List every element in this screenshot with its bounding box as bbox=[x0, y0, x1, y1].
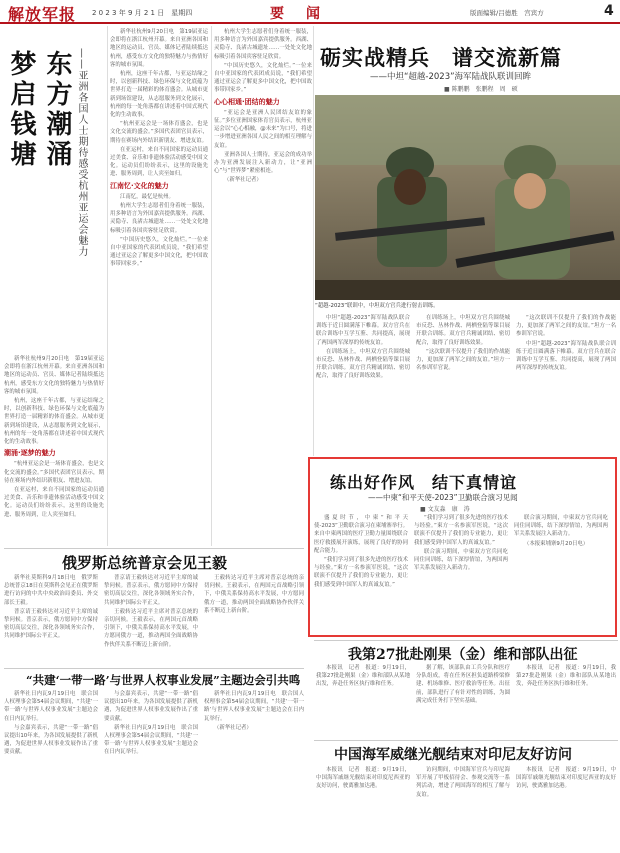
paragraph: “杭州亚运会是一场体育盛会，也是文化交流的盛会。”多国代表团官员表示，期待在赛场内外结识新朋友、增进友谊。 bbox=[110, 121, 208, 144]
paragraph: 新华社日内瓦9月19日电 联合国人权理事会第54届会议期间，“共建‘一带一路’与世界人权事业发展”主题边会在日内瓦举行。 bbox=[104, 724, 198, 756]
paragraph: 本报讯 记者 报道：9月19日，我第27批赴刚果（金）维和部队从某地出发，奔赴任务区执行维和任务。 bbox=[516, 665, 616, 688]
paragraph: 本报讯 记者 报道：9月19日，中国海军戚继光舰结束对印度尼西亚的友好访问，驶离雅加达港。 bbox=[316, 767, 410, 790]
navy-body-col2 bbox=[416, 766, 510, 848]
paragraph: 访问期间，中国海军官兵与印尼海军开展了甲板招待会、参观交流等一系列活动，增进了两国海军的相互了解与友谊。 bbox=[416, 767, 510, 798]
paragraph: 新华社日内瓦9月19日电 联合国人权理事会第54届会议期间，“共建‘一带一路’与世界人权事业发展”主题边会在日内瓦举行。 bbox=[4, 691, 98, 722]
paragraph: 新华社杭州9月20日电 第19届亚运会即将在浙江杭州开幕。来自亚洲各国和地区的运动员、官员、媒体记者陆续抵达杭州，感受东方文化的独特魅力与热情好客的城市氛围。 bbox=[110, 29, 208, 68]
section-title: 要 闻 bbox=[270, 6, 324, 22]
russia-body-col3 bbox=[204, 574, 304, 664]
paragraph: 据了解，该部队由工兵分队和医疗分队组成，将在任务区担负道路桥梁修建、机场维修、医疗救治等任务。出征前，部队进行了有针对性的训练，为圆满完成任务打下坚实基础。 bbox=[416, 665, 510, 704]
peace-unity-body-col3 bbox=[514, 514, 608, 628]
paragraph: 中坦“超越-2023”海军陆战队联合训练于近日圆满落下帷幕。双方官兵在联合训练中互学互鉴、共同提高，展现了两国两军深厚的传统友谊。 bbox=[316, 315, 410, 346]
paragraph: 在亚运村，来自不同国家的运动员通过美食、音乐和非遗体验活动感受中国文化。运动员们纷纷表示，这里的设施先进、服务周到，让人宾至如归。 bbox=[110, 146, 208, 178]
paragraph: “中国历史悠久，文化灿烂。”一位来自中亚国家的代表团成员说，“我们希望通过亚运会了解更多中国文化，把中国故事带回家乡。” bbox=[214, 62, 312, 94]
paragraph: 普京请王毅转达对习近平主席的诚挚问候。普京表示，俄方愿同中方保持密切高层交往，深化各领域务实合作，共同维护国际公平正义。 bbox=[104, 575, 198, 606]
peacekeeping-article-title: 我第27批赴刚果（金）维和部队出征 bbox=[348, 647, 578, 663]
asian-games-subhead-3: 心心相通·团结的魅力 bbox=[214, 97, 280, 106]
asian-games-body-col2 bbox=[110, 28, 208, 548]
paragraph: 与会嘉宾表示，共建“一带一路”倡议提出10年来，为各国发展提供了新机遇，为促进世界人权事业发展作出了重要贡献。 bbox=[4, 724, 98, 756]
navy-body-col3 bbox=[516, 766, 616, 848]
peace-unity-body-col1 bbox=[314, 514, 408, 628]
paragraph: 在亚运村，来自不同国家的运动员通过美食、音乐和非遗体验活动感受中国文化。运动员们纷纷表示，这里的设施先进、服务周到，让人宾至如归。 bbox=[4, 487, 104, 518]
navy-body-col1 bbox=[316, 766, 410, 848]
peace-unity-byline: ■ 文友淼 康 涛 bbox=[420, 506, 470, 513]
headline-part-1: 东方潮涌 bbox=[42, 50, 72, 170]
paragraph: 在训练场上，中坦双方官兵围绕城市反恐、丛林作战、两栖登陆等课目展开联合训练。双方官兵精诚团结、密切配合，取得了良好训练效果。 bbox=[316, 348, 410, 380]
page-editors: 版面编辑/吕德胜 宫宾方 bbox=[470, 9, 544, 17]
belt-road-body-col1 bbox=[4, 690, 98, 848]
soldiers-training-photo bbox=[315, 95, 620, 300]
paragraph: “杭州亚运会是一场体育盛会，也是文化交流的盛会。”多国代表团官员表示，期待在赛场内外结识新朋友、增进友谊。 bbox=[4, 461, 104, 484]
paragraph: “这次联训不仅提升了我们的作战能力，更加深了两军之间的友谊。”坦方一名参训军官说。 bbox=[516, 315, 616, 338]
training-article-title: 砺实战精兵 谱交流新篇 bbox=[320, 45, 562, 70]
training-article-subtitle: ——中坦“超越-2023”海军陆战队联训回眸 bbox=[370, 72, 532, 82]
paragraph: 联合演习期间，中柬双方官兵同吃同住同训练，结下深厚情谊，为两国两军关系发展注入新动力。 bbox=[414, 548, 508, 572]
credit: （本报柬埔寨9月20日电） bbox=[524, 540, 589, 547]
peace-unity-body-col2 bbox=[414, 514, 508, 628]
peace-unity-subtitle: ——中柬“和平天使-2023”卫勤联合演习见闻 bbox=[368, 493, 518, 502]
paragraph: 盛夏时节，中柬“和平天使-2023”卫勤联合演习在柬埔寨举行。来自中柬两国的医疗卫勤力量围绕联合医疗救援展开演练，展现了良好的协同配合能力。 bbox=[314, 515, 408, 554]
training-photo-caption: “超越-2023”联训中，中坦双方官兵进行射击训练。 bbox=[315, 303, 439, 309]
paragraph: “我们学习到了很多先进的医疗技术与经验。”柬方一名参演军医说，“这次联演不仅提升了我们的专业能力，更让我们感受到中国军人的真诚友谊。” bbox=[414, 515, 508, 546]
paragraph: “我们学习到了很多先进的医疗技术与经验。”柬方一名参演军医说，“这次联演不仅提升了我们的专业能力，更让我们感受到中国军人的真诚友谊。” bbox=[314, 557, 408, 588]
paragraph: 普京请王毅转达对习近平主席的诚挚问候。普京表示，俄方愿同中方保持密切高层交往，深化各领域务实合作，共同维护国际公平正义。 bbox=[4, 608, 98, 640]
belt-road-body-col3 bbox=[204, 690, 304, 848]
russia-body-col2 bbox=[104, 574, 198, 664]
navy-article-title: 中国海军威继光舰结束对印尼友好访问 bbox=[334, 747, 572, 763]
russia-article-title: 俄罗斯总统普京会见王毅 bbox=[62, 554, 228, 572]
paragraph: 新华社杭州9月20日电 第19届亚运会即将在浙江杭州开幕。来自亚洲各国和地区的运动员、官员、媒体记者陆续抵达杭州，感受东方文化的独特魅力与热情好客的城市氛围。 bbox=[4, 356, 104, 395]
newspaper-logo: 解放军报 bbox=[8, 5, 77, 24]
paragraph: 中坦“超越-2023”海军陆战队联合训练于近日圆满落下帷幕。双方官兵在联合训练中互学互鉴、共同提高，展现了两国两军深厚的传统友谊。 bbox=[516, 340, 616, 372]
headline-subtitle: ——亚洲各国人士期待感受杭州亚运会魅力 bbox=[76, 48, 87, 257]
training-body-col2 bbox=[416, 314, 510, 454]
paragraph: 与会嘉宾表示，共建“一带一路”倡议提出10年来，为各国发展提供了新机遇，为促进世界人权事业发展作出了重要贡献。 bbox=[104, 691, 198, 722]
paragraph: 本报讯 记者 报道：9月19日，中国海军戚继光舰结束对印度尼西亚的友好访问，驶离雅加达港。 bbox=[516, 767, 616, 790]
paragraph: 亚洲各国人士期待，亚运会的成功举办为亚洲发展注入新动力，让“亚洲心”与“世界梦”紧密相连。 bbox=[214, 151, 312, 175]
soldiers-training-illustration bbox=[315, 95, 620, 300]
paragraph: “亚运会是亚洲人民团结友谊的象征。”多位亚洲国家体育官员表示，杭州亚运会以“心心相融，@未来”为口号，将进一步增进亚洲各国人民之间的相互理解与友谊。 bbox=[214, 109, 312, 149]
paragraph: 杭州，这座千年古都，与亚运结缘之时，以创新科技、绿色环保与文化底蕴为世界打造一届精彩的体育盛会。从城市更新到场馆建设，从志愿服务到文化展示，杭州的每一处角落都在讲述着中国式现代化的生动故事。 bbox=[4, 398, 104, 446]
training-article-byline: ■ 陈鹏鹏 张鹏程 周 硕 bbox=[444, 86, 518, 93]
paragraph: “这次联训不仅提升了我们的作战能力，更加深了两军之间的友谊。”坦方一名参训军官说。 bbox=[416, 348, 510, 372]
belt-road-article-title: “共建‘一带一路’与世界人权事业发展”主题边会引共鸣 bbox=[26, 673, 301, 687]
paragraph: 王毅转达习近平主席对普京总统的亲切问候。王毅表示，在两国元首战略引领下，中俄关系保持高水平发展，中方愿同俄方一道，推动两国全面战略协作伙伴关系不断迈上新台阶。 bbox=[204, 575, 304, 614]
peacekeeping-body-col3 bbox=[516, 664, 616, 732]
paragraph: 联合演习期间，中柬双方官兵同吃同住同训练，结下深厚情谊，为两国两军关系发展注入新动力。 bbox=[514, 515, 608, 538]
training-body-col3 bbox=[516, 314, 616, 454]
paragraph: 在训练场上，中坦双方官兵围绕城市反恐、丛林作战、两栖登陆等课目展开联合训练。双方官兵精诚团结、密切配合，取得了良好训练效果。 bbox=[416, 315, 510, 346]
peacekeeping-body-col2 bbox=[416, 664, 510, 732]
paragraph: “中国历史悠久，文化灿烂。”一位来自中亚国家的代表团成员说，“我们希望通过亚运会了解更多中国文化，把中国故事带回家乡。” bbox=[110, 236, 208, 268]
credit: （新华社记者） bbox=[214, 724, 252, 731]
asian-games-subhead-2: 江南忆·文化的魅力 bbox=[110, 181, 169, 190]
page-number: 4 bbox=[604, 3, 614, 19]
paragraph: 王毅转达习近平主席对普京总统的亲切问候。王毅表示，在两国元首战略引领下，中俄关系保持高水平发展，中方愿同俄方一道，推动两国全面战略协作伙伴关系不断迈上新台阶。 bbox=[104, 608, 198, 648]
russia-body-col1 bbox=[4, 574, 98, 664]
paragraph: 新华社莫斯科9月18日电 俄罗斯总统普京18日在莫斯科会见正在俄罗斯进行访问的中共中央政治局委员、外交部长王毅。 bbox=[4, 575, 98, 606]
peace-unity-title: 练出好作风 结下真情谊 bbox=[330, 473, 518, 492]
peacekeeping-body-col1 bbox=[316, 664, 410, 732]
asian-games-body-col1 bbox=[4, 355, 104, 555]
headline-part-2: 梦启钱塘 bbox=[6, 50, 36, 170]
credit: （新华社记者） bbox=[224, 177, 262, 184]
paragraph: 杭州大学生志愿者们身着统一服装，用多种语言为外国嘉宾提供服务。西湖、灵隐寺、良渚古城遗址……一处处文化地标吸引着各国宾客驻足欣赏。 bbox=[110, 203, 208, 234]
belt-road-body-col2 bbox=[104, 690, 198, 848]
training-body-col1 bbox=[316, 314, 410, 454]
paragraph: 本报讯 记者 报道：9月19日，我第27批赴刚果（金）维和部队从某地出发，奔赴任务区执行维和任务。 bbox=[316, 665, 410, 688]
paragraph: 杭州大学生志愿者们身着统一服装，用多种语言为外国嘉宾提供服务。西湖、灵隐寺、良渚古城遗址……一处处文化地标吸引着各国宾客驻足欣赏。 bbox=[214, 29, 312, 60]
paragraph: 江南忆，最忆是杭州。 bbox=[120, 193, 174, 200]
paragraph: 新华社日内瓦9月19日电 联合国人权理事会第54届会议期间，“共建‘一带一路’与世界人权事业发展”主题边会在日内瓦举行。 bbox=[204, 691, 304, 722]
asian-games-subhead-1: 潮涌·逐梦的魅力 bbox=[4, 449, 56, 458]
issue-date: 2 0 2 3 年 9 月 2 1 日 星期四 bbox=[92, 9, 193, 17]
paragraph: 杭州，这座千年古都，与亚运结缘之时，以创新科技、绿色环保与文化底蕴为世界打造一届精彩的体育盛会。从城市更新到场馆建设，从志愿服务到文化展示，杭州的每一处角落都在讲述着中国式现代化的生动故事。 bbox=[110, 71, 208, 119]
asian-games-body-col3 bbox=[214, 28, 312, 548]
